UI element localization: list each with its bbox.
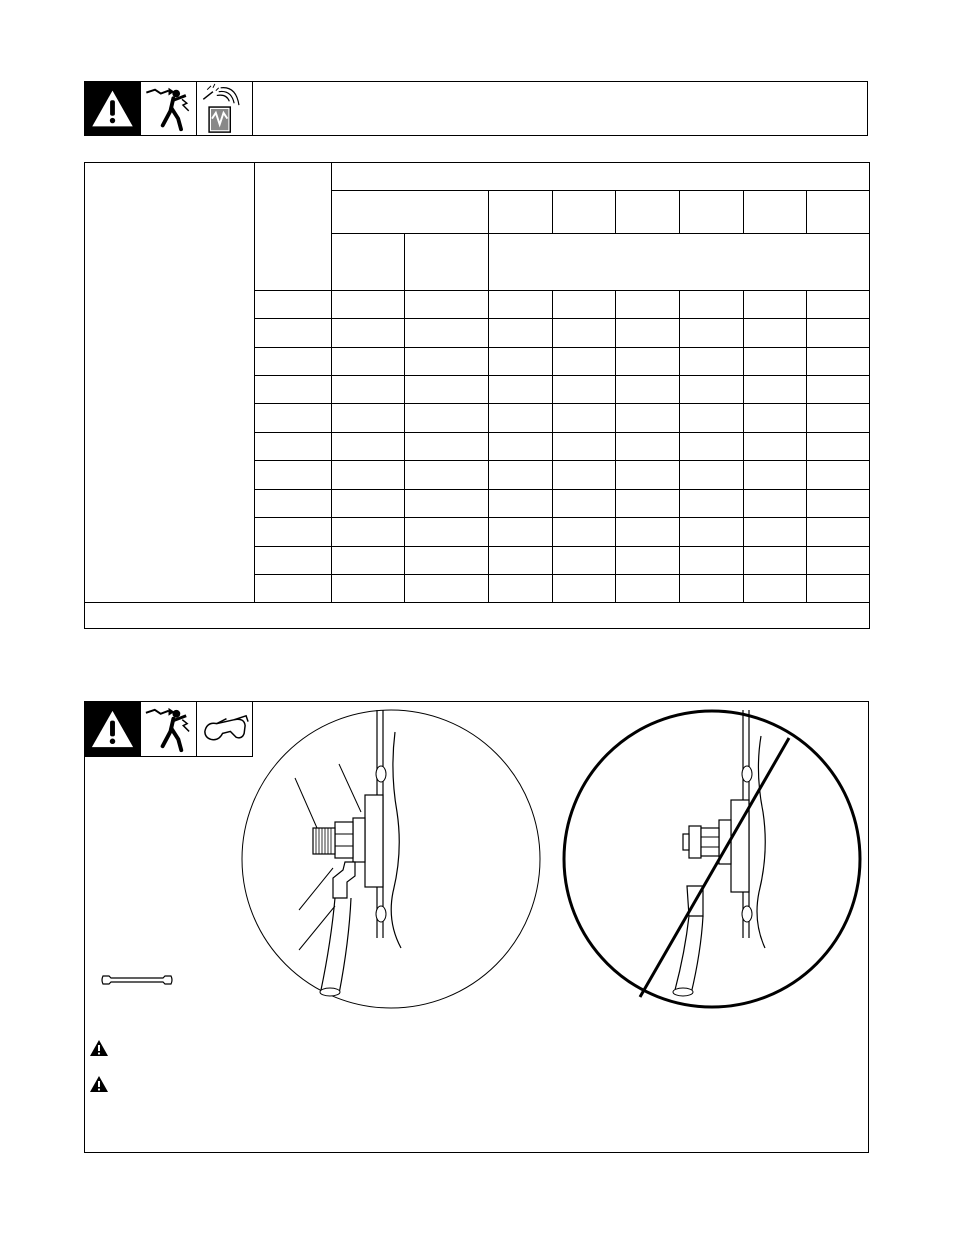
incorrect-connection-view — [564, 710, 860, 1007]
wrench-icon — [101, 972, 173, 988]
weld-cable-size-table — [84, 162, 870, 629]
emf-pacemaker-icon — [197, 82, 253, 135]
warning-triangle-icon — [85, 82, 141, 135]
correct-connection-view — [242, 710, 540, 1008]
top-warning-banner — [84, 81, 868, 136]
warning-triangle-icon — [89, 1075, 109, 1093]
electric-shock-icon — [141, 82, 197, 135]
stud-connection-diagram — [85, 702, 870, 1154]
warning-triangle-icon — [89, 1039, 109, 1057]
cable-connection-section — [84, 701, 869, 1153]
